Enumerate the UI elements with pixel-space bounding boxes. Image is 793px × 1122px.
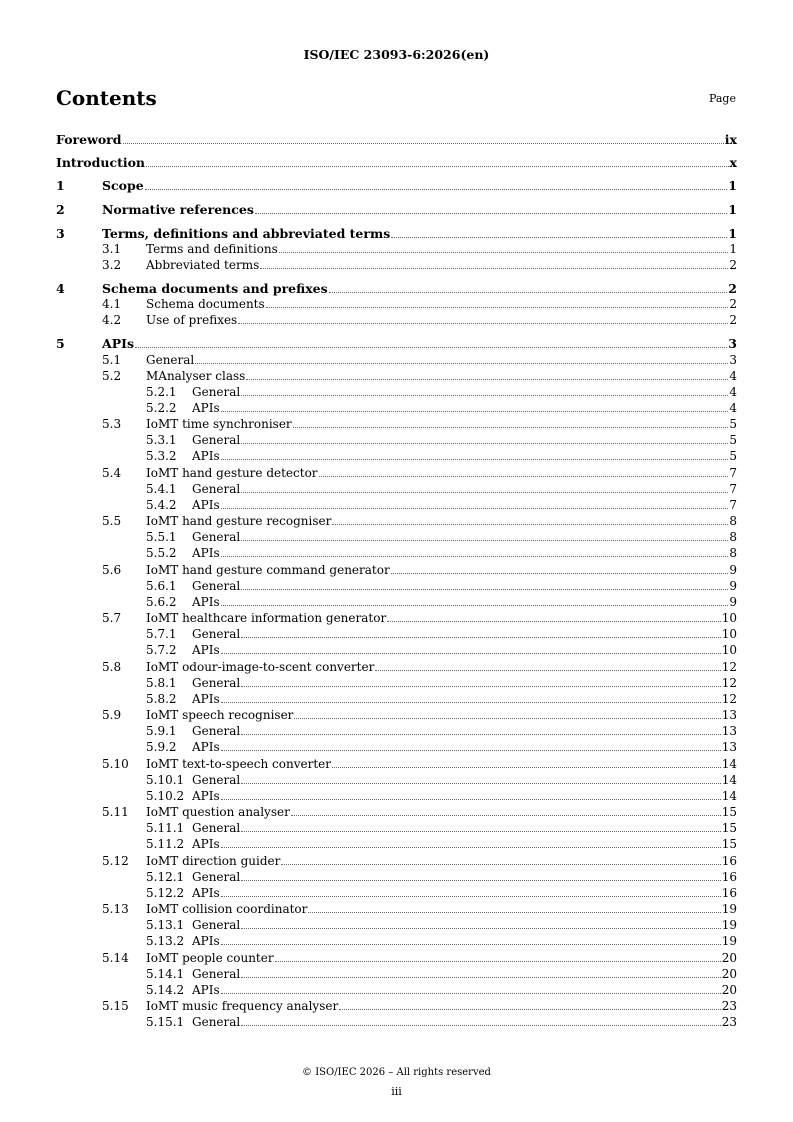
toc-dot-leader — [391, 572, 729, 574]
toc-entry-page: 23 — [721, 999, 737, 1013]
toc-entry-page: 20 — [721, 983, 737, 997]
toc-entry-label: APIs — [192, 401, 220, 415]
toc-dot-leader — [241, 782, 720, 784]
toc-dot-leader — [281, 863, 720, 865]
toc-entry-label: IoMT time synchroniser — [146, 417, 292, 431]
toc-dot-leader — [246, 378, 728, 380]
toc-entry-page: 15 — [721, 805, 737, 819]
toc-entry-number: 5.13 — [102, 902, 129, 916]
toc-entry-number: 5.13.2 — [146, 934, 185, 948]
toc-entry-number: 4.1 — [102, 297, 122, 311]
toc-dot-leader — [135, 346, 727, 348]
toc-entry-label: General — [192, 676, 241, 690]
toc-entry-number: 1 — [56, 178, 65, 193]
toc-entry-page: 2 — [728, 281, 737, 296]
toc-entry-label: IoMT music frequency analyser — [146, 999, 339, 1013]
toc-entry[interactable] — [56, 950, 737, 966]
toc-entry-page: 5 — [729, 433, 737, 447]
toc-entry-number: 5.15.1 — [146, 1015, 185, 1029]
toc-entry-label: Normative references — [102, 202, 254, 217]
toc-dot-leader — [241, 927, 720, 929]
page-number: iii — [391, 1085, 402, 1098]
page-column-label: Page — [708, 92, 736, 105]
toc-entry[interactable] — [56, 966, 737, 982]
toc-dot-leader — [241, 636, 720, 638]
toc-dot-leader — [275, 960, 721, 962]
toc-entry-number: 5.2.2 — [146, 401, 177, 415]
toc-entry-page: 14 — [721, 773, 737, 787]
toc-entry-number: 5.14.1 — [146, 967, 185, 981]
toc-entry[interactable] — [56, 675, 737, 691]
toc-entry-number: 5.4 — [102, 466, 122, 480]
toc-entry-label: Terms and definitions — [146, 242, 278, 256]
toc-dot-leader — [255, 212, 727, 214]
toc-entry-page: 13 — [721, 708, 737, 722]
toc-entry-number: 5.7.2 — [146, 643, 177, 657]
toc-entry-number: 5.14 — [102, 951, 129, 965]
toc-entry-label: Foreword — [56, 132, 122, 147]
toc-entry[interactable] — [56, 804, 737, 820]
toc-entry-page: ix — [724, 132, 737, 147]
toc-entry-page: 10 — [721, 611, 737, 625]
toc-entry-label: General — [192, 579, 241, 593]
toc-entry-number: 5.8 — [102, 660, 122, 674]
toc-dot-leader — [375, 669, 720, 671]
toc-entry[interactable] — [56, 739, 737, 755]
toc-entry-number: 5.6.1 — [146, 579, 177, 593]
toc-entry-number: 5.12.1 — [146, 870, 185, 884]
toc-entry-number: 5.10.1 — [146, 773, 185, 787]
toc-dot-leader — [291, 814, 721, 816]
toc-entry-page: 14 — [721, 757, 737, 771]
toc-entry-number: 2 — [56, 202, 65, 217]
toc-entry[interactable] — [56, 497, 737, 513]
toc-dot-leader — [241, 394, 728, 396]
toc-dot-leader — [241, 588, 728, 590]
toc-entry-label: IoMT direction guider — [146, 854, 281, 868]
toc-entry[interactable] — [56, 545, 737, 561]
toc-entry-number: 5.5.2 — [146, 546, 177, 560]
toc-entry-label: APIs — [192, 692, 220, 706]
toc-entry-page: 23 — [721, 1015, 737, 1029]
toc-entry-label: APIs — [192, 595, 220, 609]
toc-entry-number: 5.3.1 — [146, 433, 177, 447]
toc-dot-leader — [241, 685, 720, 687]
toc-entry[interactable] — [56, 723, 737, 739]
toc-entry-label: APIs — [192, 886, 220, 900]
toc-entry[interactable] — [56, 691, 737, 707]
toc-dot-leader — [221, 604, 729, 606]
toc-entry-label: General — [146, 353, 195, 367]
toc-entry-page: 1 — [728, 202, 737, 217]
toc-entry-number: 5.2.1 — [146, 385, 177, 399]
toc-entry-number: 5.10.2 — [146, 789, 185, 803]
toc-entry[interactable] — [56, 869, 737, 885]
toc-entry-label: Schema documents — [146, 297, 265, 311]
toc-entry[interactable] — [56, 610, 737, 626]
toc-entry-label: General — [192, 627, 241, 641]
toc-entry-page: 4 — [729, 401, 737, 415]
toc-entry-label: APIs — [192, 449, 220, 463]
toc-entry-page: 8 — [729, 514, 737, 528]
toc-entry-label: IoMT odour-image-to-scent converter — [146, 660, 375, 674]
toc-dot-leader — [332, 523, 728, 525]
toc-entry-label: Introduction — [56, 155, 146, 170]
toc-entry[interactable] — [56, 178, 737, 194]
toc-entry-label: IoMT people counter — [146, 951, 274, 965]
toc-dot-leader — [241, 491, 728, 493]
toc-dot-leader — [221, 846, 721, 848]
toc-entry-page: 2 — [729, 313, 737, 327]
toc-entry-number: 5.8.1 — [146, 676, 177, 690]
toc-entry-label: Use of prefixes — [146, 313, 238, 327]
toc-dot-leader — [238, 322, 728, 324]
toc-entry-page: 12 — [721, 660, 737, 674]
toc-entry[interactable] — [56, 562, 737, 578]
toc-entry-page: 2 — [729, 297, 737, 311]
toc-dot-leader — [241, 879, 720, 881]
toc-entry[interactable] — [56, 642, 737, 658]
toc-entry-number: 5.2 — [102, 369, 122, 383]
toc-dot-leader — [221, 798, 721, 800]
toc-entry-page: 10 — [721, 643, 737, 657]
toc-entry[interactable] — [56, 594, 737, 610]
toc-entry-number: 5.14.2 — [146, 983, 185, 997]
toc-dot-leader — [145, 188, 728, 190]
toc-entry-number: 5.10 — [102, 757, 129, 771]
toc-entry-page: 16 — [721, 870, 737, 884]
toc-entry-number: 5.7.1 — [146, 627, 177, 641]
toc-entry[interactable] — [56, 432, 737, 448]
toc-entry-page: 1 — [728, 178, 737, 193]
toc-dot-leader — [279, 251, 729, 253]
toc-entry-page: 16 — [721, 854, 737, 868]
toc-entry-number: 5.11.2 — [146, 837, 185, 851]
toc-entry-page: 10 — [721, 627, 737, 641]
toc-entry-page: 5 — [729, 449, 737, 463]
toc-entry[interactable] — [56, 336, 737, 352]
toc-entry-label: IoMT hand gesture recogniser — [146, 514, 332, 528]
toc-entry-label: General — [192, 433, 241, 447]
toc-entry[interactable] — [56, 448, 737, 464]
toc-entry[interactable] — [56, 513, 737, 529]
toc-entry-page: 19 — [721, 918, 737, 932]
toc-entry[interactable] — [56, 155, 737, 171]
toc-entry[interactable] — [56, 836, 737, 852]
toc-entry-page: 14 — [721, 789, 737, 803]
toc-entry[interactable] — [56, 481, 737, 497]
toc-dot-leader — [294, 717, 720, 719]
toc-entry-number: 5.9 — [102, 708, 122, 722]
toc-entry[interactable] — [56, 400, 737, 416]
toc-entry-page: x — [729, 155, 737, 170]
toc-dot-leader — [241, 442, 728, 444]
toc-entry[interactable] — [56, 917, 737, 933]
toc-entry-page: 9 — [729, 563, 737, 577]
toc-entry[interactable] — [56, 756, 737, 772]
toc-entry-page: 15 — [721, 821, 737, 835]
toc-dot-leader — [293, 426, 729, 428]
toc-entry-label: APIs — [192, 983, 220, 997]
toc-entry-label: IoMT question analyser — [146, 805, 290, 819]
toc-entry-number: 5.9.1 — [146, 724, 177, 738]
toc-entry[interactable] — [56, 202, 737, 218]
toc-dot-leader — [146, 165, 729, 167]
toc-dot-leader — [391, 236, 727, 238]
toc-entry[interactable] — [56, 226, 737, 242]
toc-entry-page: 16 — [721, 886, 737, 900]
toc-entry-label: IoMT hand gesture detector — [146, 466, 318, 480]
toc-entry-number: 5.6 — [102, 563, 122, 577]
toc-dot-leader — [221, 701, 721, 703]
toc-entry-number: 5.15 — [102, 999, 129, 1013]
toc-entry-page: 1 — [729, 242, 737, 256]
toc-entry-label: IoMT collision coordinator — [146, 902, 308, 916]
toc-dot-leader — [221, 895, 721, 897]
toc-entry[interactable] — [56, 312, 737, 328]
toc-entry[interactable] — [56, 788, 737, 804]
toc-entry-label: IoMT healthcare information generator — [146, 611, 387, 625]
toc-entry-number: 5.4.2 — [146, 498, 177, 512]
toc-dot-leader — [123, 142, 724, 144]
toc-entry-label: General — [192, 724, 241, 738]
toc-entry-label: Scope — [102, 178, 144, 193]
toc-entry-number: 5.12.2 — [146, 886, 185, 900]
toc-entry-label: General — [192, 918, 241, 932]
toc-entry-number: 3 — [56, 226, 65, 241]
toc-entry-number: 5.3.2 — [146, 449, 177, 463]
toc-entry-label: IoMT hand gesture command generator — [146, 563, 390, 577]
toc-entry-label: General — [192, 482, 241, 496]
toc-entry[interactable] — [56, 1014, 737, 1030]
page-title: Contents — [56, 86, 157, 110]
toc-entry[interactable] — [56, 659, 737, 675]
toc-entry[interactable] — [56, 772, 737, 788]
toc-dot-leader — [266, 306, 729, 308]
toc-entry-number: 5.5 — [102, 514, 122, 528]
toc-entry-page: 9 — [729, 579, 737, 593]
toc-entry-label: General — [192, 821, 241, 835]
toc-entry-label: General — [192, 773, 241, 787]
toc-entry[interactable] — [56, 707, 737, 723]
toc-dot-leader — [241, 1024, 720, 1026]
toc-entry-label: APIs — [192, 789, 220, 803]
toc-entry-number: 5.1 — [102, 353, 122, 367]
toc-entry-page: 5 — [729, 417, 737, 431]
toc-entry-page: 19 — [721, 902, 737, 916]
toc-entry[interactable] — [56, 384, 737, 400]
toc-entry-page: 7 — [729, 482, 737, 496]
toc-entry-page: 7 — [729, 466, 737, 480]
toc-entry-label: APIs — [192, 498, 220, 512]
toc-entry-number: 5.5.1 — [146, 530, 177, 544]
toc-entry-label: APIs — [192, 934, 220, 948]
toc-entry-page: 19 — [721, 934, 737, 948]
toc-entry-page: 8 — [729, 530, 737, 544]
toc-entry-number: 5.11 — [102, 805, 129, 819]
toc-entry[interactable] — [56, 257, 737, 273]
toc-entry-label: APIs — [192, 546, 220, 560]
toc-entry[interactable] — [56, 578, 737, 594]
toc-entry-page: 1 — [728, 226, 737, 241]
toc-entry[interactable] — [56, 885, 737, 901]
toc-entry[interactable] — [56, 820, 737, 836]
toc-entry-number: 5.7 — [102, 611, 122, 625]
toc-entry-label: MAnalyser class — [146, 369, 246, 383]
toc-entry-page: 13 — [721, 724, 737, 738]
toc-entry-number: 5.4.1 — [146, 482, 177, 496]
toc-entry-label: APIs — [192, 643, 220, 657]
toc-dot-leader — [221, 749, 721, 751]
toc-dot-leader — [387, 620, 721, 622]
toc-dot-leader — [241, 733, 720, 735]
copyright-footer: © ISO/IEC 2026 – All rights reserved — [302, 1067, 491, 1078]
toc-entry[interactable] — [56, 901, 737, 917]
toc-entry[interactable] — [56, 132, 737, 148]
toc-dot-leader — [332, 766, 721, 768]
toc-entry-page: 20 — [721, 967, 737, 981]
toc-entry-label: General — [192, 967, 241, 981]
toc-entry-number: 5.12 — [102, 854, 129, 868]
toc-entry-label: APIs — [192, 837, 220, 851]
toc-dot-leader — [221, 943, 721, 945]
toc-entry-number: 5.9.2 — [146, 740, 177, 754]
toc-entry-page: 12 — [721, 692, 737, 706]
toc-entry-page: 2 — [729, 258, 737, 272]
document-id-header: ISO/IEC 23093-6:2026(en) — [303, 47, 490, 62]
toc-entry-label: General — [192, 385, 241, 399]
toc-entry-page: 20 — [721, 951, 737, 965]
toc-entry-page: 4 — [729, 369, 737, 383]
toc-entry[interactable] — [56, 368, 737, 384]
toc-dot-leader — [221, 652, 721, 654]
toc-entry-label: IoMT text-to-speech converter — [146, 757, 331, 771]
toc-entry-label: Terms, definitions and abbreviated terms — [102, 226, 391, 241]
toc-entry-number: 3.2 — [102, 258, 122, 272]
toc-entry-page: 9 — [729, 595, 737, 609]
toc-entry[interactable] — [56, 416, 737, 432]
toc-entry-label: IoMT speech recogniser — [146, 708, 294, 722]
toc-entry[interactable] — [56, 933, 737, 949]
toc-entry-label: Schema documents and prefixes — [102, 281, 328, 296]
toc-dot-leader — [221, 507, 729, 509]
toc-entry-label: APIs — [192, 740, 220, 754]
toc-entry-page: 4 — [729, 385, 737, 399]
toc-entry[interactable] — [56, 465, 737, 481]
toc-dot-leader — [329, 291, 728, 293]
toc-dot-leader — [221, 458, 729, 460]
toc-entry-label: General — [192, 870, 241, 884]
toc-entry-number: 4 — [56, 281, 65, 296]
toc-entry-label: General — [192, 530, 241, 544]
toc-dot-leader — [319, 475, 729, 477]
toc-entry-page: 3 — [728, 336, 737, 351]
toc-entry-number: 5.8.2 — [146, 692, 177, 706]
toc-entry-number: 5.3 — [102, 417, 122, 431]
toc-entry-number: 5 — [56, 336, 65, 351]
toc-entry[interactable] — [56, 529, 737, 545]
toc-entry-number: 5.6.2 — [146, 595, 177, 609]
toc-entry-label: General — [192, 1015, 241, 1029]
toc-entry-label: Abbreviated terms — [146, 258, 260, 272]
toc-dot-leader — [339, 1008, 721, 1010]
toc-dot-leader — [195, 362, 728, 364]
toc-dot-leader — [241, 539, 728, 541]
toc-entry-number: 5.11.1 — [146, 821, 185, 835]
toc-entry[interactable] — [56, 853, 737, 869]
toc-entry-page: 3 — [729, 353, 737, 367]
toc-entry-number: 5.13.1 — [146, 918, 185, 932]
toc-entry-number: 3.1 — [102, 242, 122, 256]
toc-entry[interactable] — [56, 281, 737, 297]
toc-entry-page: 7 — [729, 498, 737, 512]
toc-entry[interactable] — [56, 982, 737, 998]
toc-dot-leader — [221, 555, 729, 557]
toc-entry[interactable] — [56, 241, 737, 257]
toc-entry[interactable] — [56, 352, 737, 368]
toc-entry[interactable] — [56, 296, 737, 312]
toc-entry-page: 8 — [729, 546, 737, 560]
toc-dot-leader — [221, 992, 721, 994]
toc-dot-leader — [241, 976, 720, 978]
toc-entry[interactable] — [56, 626, 737, 642]
toc-dot-leader — [221, 410, 729, 412]
toc-entry[interactable] — [56, 998, 737, 1014]
toc-dot-leader — [260, 267, 728, 269]
toc-entry-page: 13 — [721, 740, 737, 754]
toc-dot-leader — [241, 830, 720, 832]
toc-dot-leader — [308, 911, 720, 913]
toc-entry-page: 15 — [721, 837, 737, 851]
toc-entry-label: APIs — [102, 336, 134, 351]
toc-entry-page: 12 — [721, 676, 737, 690]
toc-entry-number: 4.2 — [102, 313, 122, 327]
